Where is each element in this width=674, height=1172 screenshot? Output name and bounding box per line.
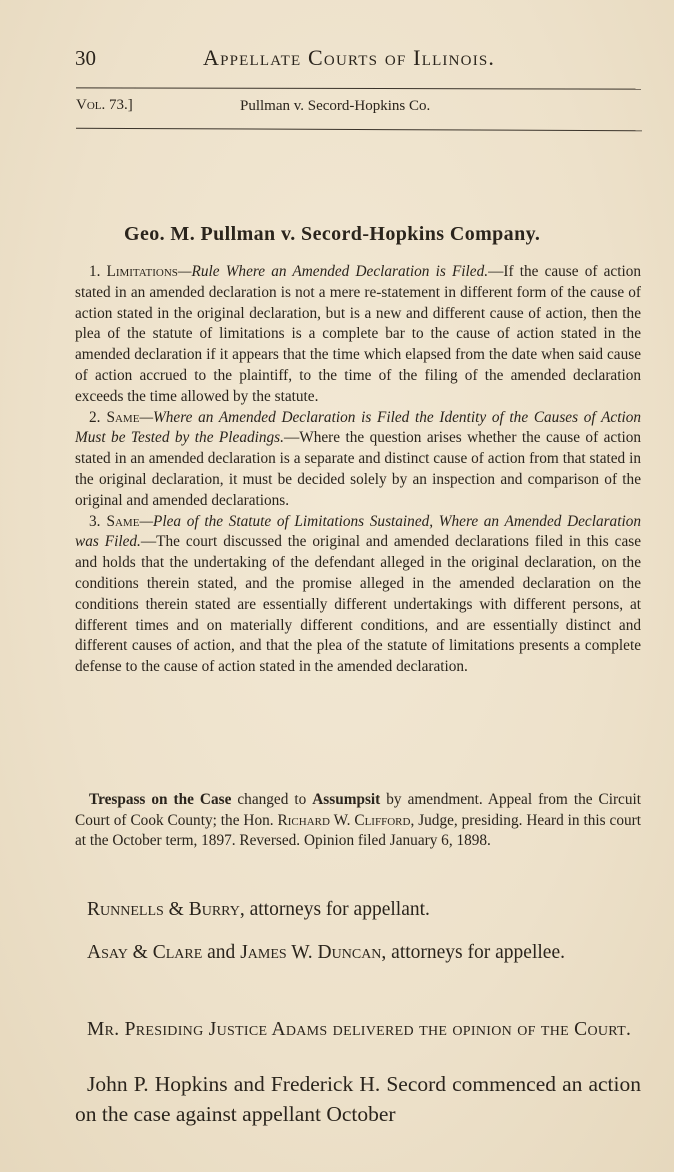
trial-judge: Richard W. Clifford <box>277 811 411 829</box>
volume-label: Vol. 73.] <box>76 97 133 113</box>
book-title: Appellate Courts of Illinois. <box>203 45 496 70</box>
procedural-connector: changed to <box>231 791 313 808</box>
case-title: Geo. M. Pullman v. Secord-Hopkins Company. <box>124 223 541 245</box>
appellant-counsel-text: , attorneys for appellant. <box>239 899 430 920</box>
short-case-title: Pullman v. Secord-Hopkins Co. <box>240 98 431 114</box>
headnote-3 <box>75 512 641 678</box>
opinion-body: John P. Hopkins and Frederick H. Secord commenced an action on the case against appellant October <box>75 1072 641 1126</box>
appellee-firm-2: James W. Duncan <box>240 942 382 963</box>
appellee-counsel <box>75 941 641 965</box>
headnote-1 <box>75 262 641 408</box>
headnote-2 <box>75 408 641 512</box>
procedural-text-2: , Judge, presiding. Heard in this court at the October term, 1897. Reversed. Opinion filed January 6, 1898. <box>75 811 641 849</box>
appellee-counsel-text: , attorneys for appellee. <box>381 942 565 963</box>
appellee-firm-1: Asay & Clare <box>87 942 203 963</box>
headnote-text: —The court discussed the original and amended declarations filed in this case and holds that the undertaking of the defendant alleged in the original declaration, on the conditions therein stated, and the promise alleged in the amended declaration on the conditions therein stated are essentially different undertakings with different persons, at different times and on materially different conditions, and are essentially distinct and different causes of action, and that the plea of the statute of limitations presents a complete defense to the cause of action stated in the amended declaration. <box>75 533 641 676</box>
header-rule-bottom <box>76 128 642 131</box>
appellee-and: and <box>202 942 241 963</box>
opinion-heading: Mr. Presiding Justice Adams delivered the opinion of the Court. <box>87 1019 632 1040</box>
headnote-number: 1. <box>89 263 101 280</box>
amended-action: Assumpsit <box>312 791 381 808</box>
headnote-topic: Same <box>106 408 140 426</box>
headnote-topic: Same <box>106 512 140 530</box>
original-action: Trespass on the Case <box>89 791 232 808</box>
headnote-subtitle: —Plea of the Statute of Limitations Sustained, Where an Amended Declaration was Filed. <box>75 512 641 551</box>
appellant-counsel <box>75 898 641 922</box>
volume-line <box>76 97 636 119</box>
headnote-subtitle: —Where an Amended Declaration is Filed the Identity of the Causes of Action Must be Tested by the Pleadings. <box>75 408 641 447</box>
headnote-topic: Limitations <box>106 263 178 280</box>
headnotes <box>75 262 641 678</box>
headnote-text: —If the cause of action stated in an amended declaration is not a mere re-statement in different form of the cause of action stated in the original declaration, but is a new and different cause of action, then the plea of the statute of limitations is a complete bar to the cause of action stated in the amended declaration if it appears that the time which elapsed from the date when said cause of action accrued to the plaintiff, to the time of the filing of the amended declaration exceeds the time allowed by the statute. <box>75 263 641 405</box>
procedural-history <box>75 790 641 852</box>
headnote-number: 3. <box>89 512 101 530</box>
appellant-firm: Runnells & Burry <box>87 899 240 920</box>
header-rule-top <box>76 87 641 89</box>
headnote-subtitle: —Rule Where an Amended Declaration is Filed. <box>177 263 489 280</box>
running-head <box>75 40 635 74</box>
headnote-text: —Where the question arises whether the cause of action stated in an amended declaration is a separate and distinct cause of action from that stated in the original declaration, it must be decided solely by an inspection and comparison of the original and amended declarations. <box>75 429 641 509</box>
procedural-text-1: by amendment. Appeal from the Circuit Court of Cook County; the Hon. <box>75 791 641 829</box>
page-number: 30 <box>75 46 96 70</box>
headnote-number: 2. <box>89 408 101 426</box>
